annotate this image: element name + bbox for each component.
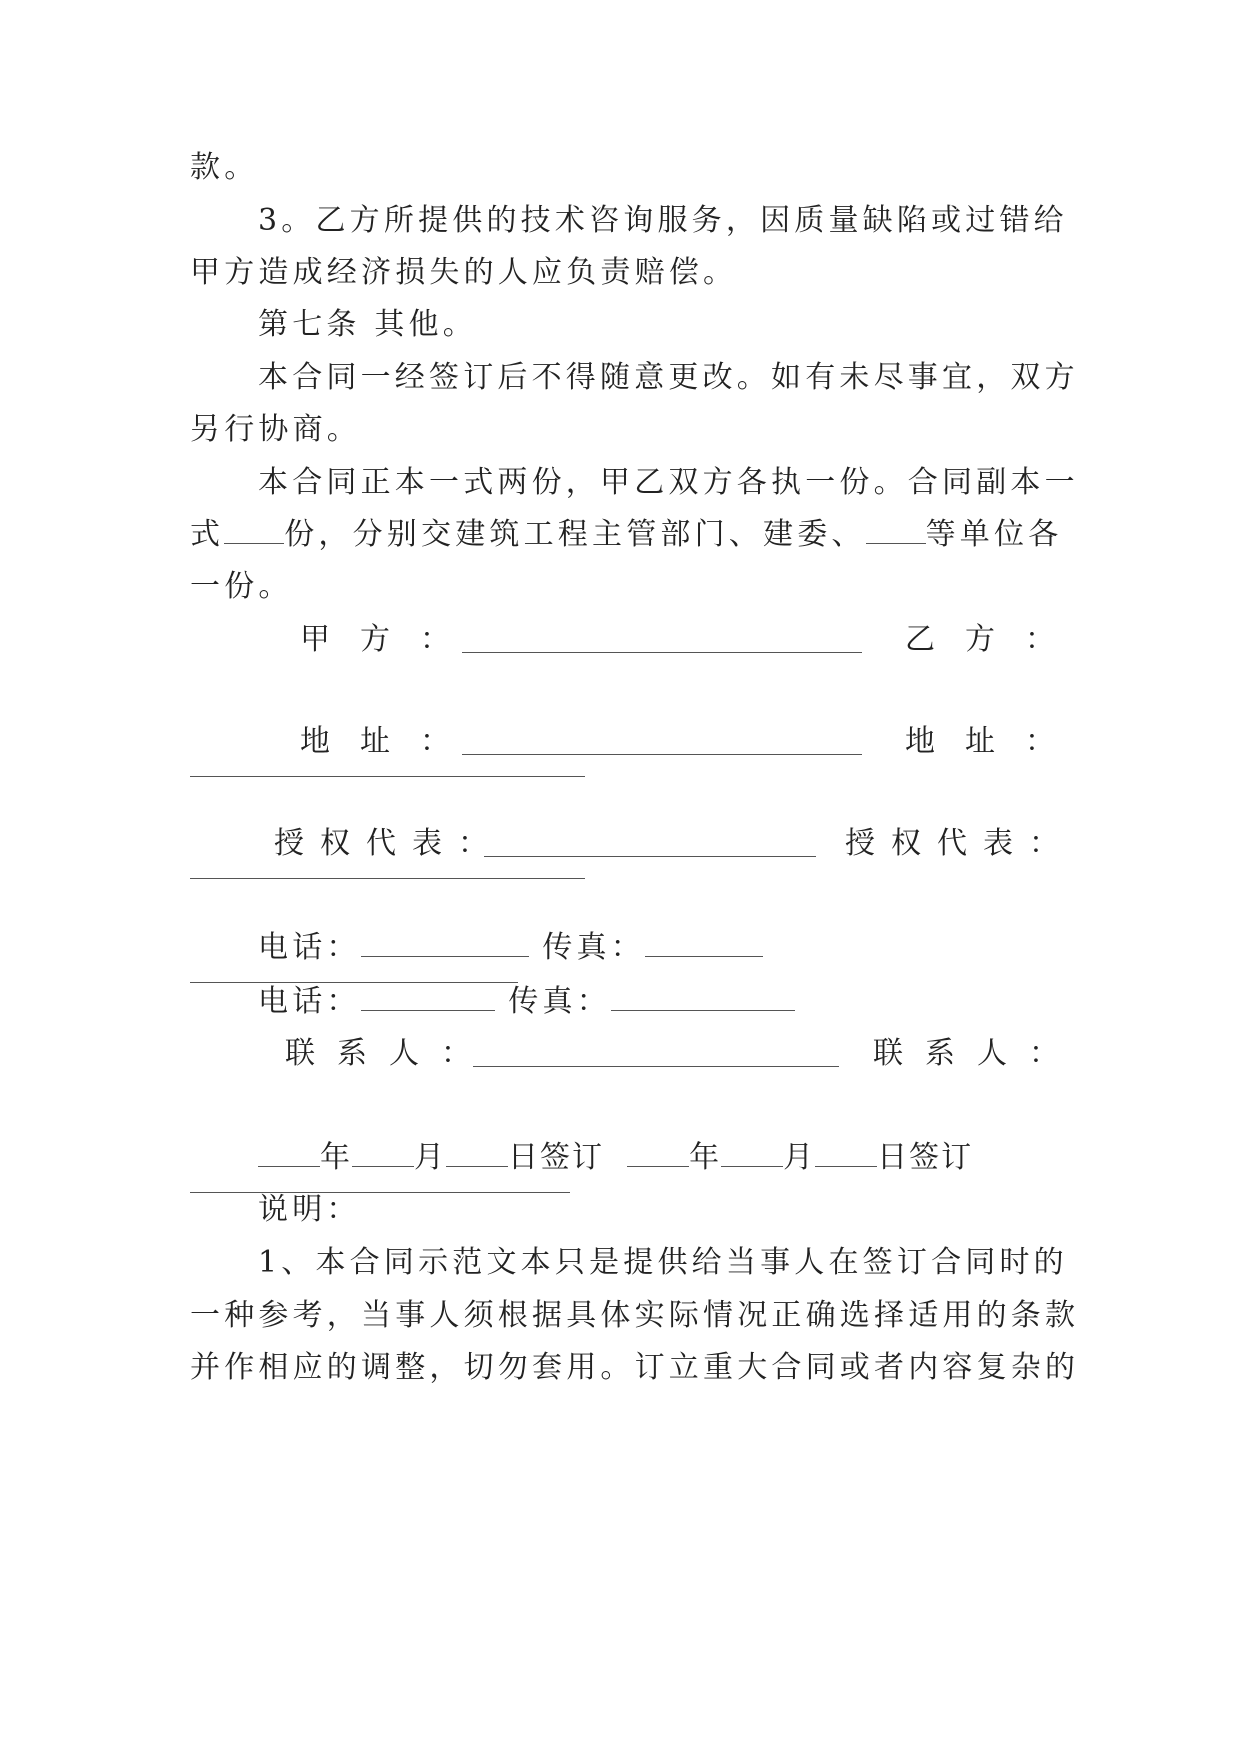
address-b-field[interactable] [190,876,585,879]
text-line: 并作相应的调整，切勿套用。订立重大合同或者内容复杂的 [190,1350,1080,1385]
text-line: 另行协商。 [190,412,361,447]
month-blank[interactable] [721,1138,783,1167]
section-heading: 第七条 其他。 [258,307,477,342]
party-b-field[interactable] [190,774,585,777]
year-blank[interactable] [627,1138,689,1167]
signed-label: 日签订 [508,1140,604,1175]
year-label: 年 [689,1140,722,1175]
text-line: 一份。 [190,569,293,604]
text-line: 甲方造成经济损失的人应负责赔偿。 [190,255,738,290]
address-a-field[interactable] [462,754,862,755]
text-segment: 式 [190,517,225,552]
note-title: 说明： [258,1192,361,1227]
text-line: 1、本合同示范文本只是提供给当事人在签订合同时的 [258,1245,1068,1280]
rep-a-label: 授权代表： [274,826,504,861]
month-blank[interactable] [352,1138,414,1167]
contact-b-label: 联系人： [873,1036,1081,1071]
text-line: 一种参考，当事人须根据具体实际情况正确选择适用的条款 [190,1298,1080,1333]
party-b-label: 乙方： [905,622,1085,657]
contact-a-label: 联系人： [285,1036,493,1071]
sign-date-row [258,1138,1128,1178]
text-segment: 份，分别交建筑工程主管部门、建委、 [284,517,866,552]
phone-label: 电话： [258,984,361,1019]
year-label: 年 [320,1140,352,1175]
rep-b-label: 授权代表： [845,826,1075,861]
signed-label: 日签订 [877,1140,974,1175]
text-line: 款。 [190,150,259,185]
day-blank[interactable] [815,1138,877,1167]
month-label: 月 [414,1140,446,1175]
day-blank[interactable] [446,1138,508,1167]
address-a-label: 地址： [300,724,480,759]
text-line: 本合同一经签订后不得随意更改。如有未尽事宜，双方 [258,360,1079,395]
text-segment: 等单位各 [925,517,1063,552]
phone-fax-row-1 [258,928,1128,968]
phone-field[interactable] [361,982,495,1011]
month-label: 月 [783,1140,816,1175]
rep-a-field[interactable] [484,856,816,857]
party-a-field[interactable] [462,652,862,653]
unit-blank[interactable] [866,515,926,544]
text-line: 本合同正本一式两份，甲乙双方各执一份。合同副本一 [258,465,1079,500]
fax-field[interactable] [645,928,763,957]
party-a-label: 甲方： [300,622,480,657]
text-line: 3。乙方所提供的技术咨询服务，因质量缺陷或过错给 [258,203,1068,238]
address-b-label: 地址： [905,724,1085,759]
text-line [190,515,1063,555]
contact-a-field[interactable] [473,1066,839,1067]
phone-field[interactable] [361,928,529,957]
fax-label: 传真： [508,984,611,1019]
phone-label: 电话： [258,930,361,965]
phone-fax-row-2 [258,982,1128,1022]
year-blank[interactable] [258,1138,320,1167]
copies-blank[interactable] [224,515,284,544]
fax-field[interactable] [611,982,795,1011]
fax-label: 传真： [542,930,645,965]
